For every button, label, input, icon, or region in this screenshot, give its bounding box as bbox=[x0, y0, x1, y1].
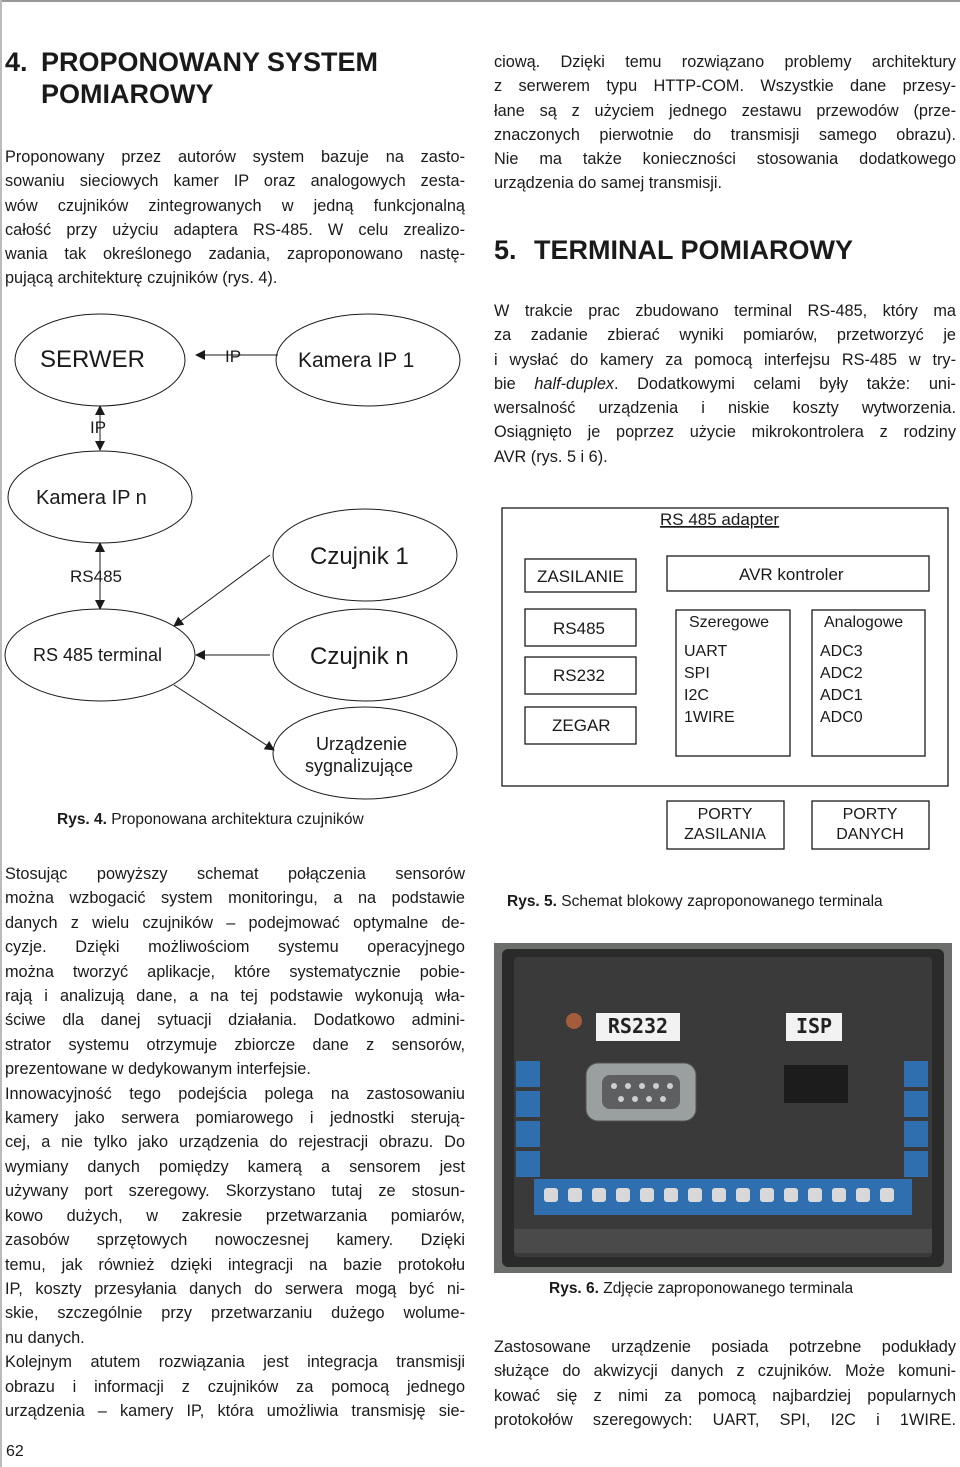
text-line: AVR (rys. 5 i 6). bbox=[494, 447, 608, 466]
text-line: Kolejnym atutem rozwiązania jest integracja transmisji bbox=[5, 1353, 465, 1372]
line-terminal-urzadzenie bbox=[174, 685, 274, 750]
text-line: Nie ma także konieczności stosowania dodatkowego bbox=[494, 150, 956, 169]
text-line bbox=[494, 372, 956, 396]
text-line: z serwerem typu HTTP-COM. Wszystkie dane przesy- bbox=[494, 77, 956, 96]
uart-label: UART bbox=[684, 643, 728, 660]
i2c-label: I2C bbox=[684, 687, 709, 704]
adc0-label: ADC0 bbox=[820, 709, 863, 726]
rs232-box-label: RS232 bbox=[553, 666, 605, 685]
page-frame-top bbox=[0, 0, 960, 2]
serwer-label: SERWER bbox=[40, 346, 145, 373]
figure-5-caption bbox=[507, 893, 883, 911]
figure-5-caption-prefix: Rys. 5. bbox=[507, 893, 557, 910]
figure-6-caption-text: Zdjęcie zaproponowanego terminala bbox=[598, 1280, 854, 1297]
text-line: wania tak określonego zadania, zaproponowano nastę- bbox=[5, 245, 465, 264]
section-4-title-line2: POMIAROWY bbox=[41, 79, 214, 109]
avr-label: AVR kontroler bbox=[739, 565, 844, 584]
text-line: Proponowany przez autorów system bazuje na zasto- bbox=[5, 148, 465, 166]
szeregowe-label: Szeregowe bbox=[689, 614, 770, 631]
text-line: kować się z nimi za pomocą najbardziej popularnych bbox=[494, 1386, 956, 1405]
text-line: nu danych. bbox=[5, 1328, 85, 1347]
figure-4-diagram bbox=[0, 300, 470, 805]
section-5-heading bbox=[494, 234, 954, 266]
text-line: ciową. Dzięki temu rozwiązano problemy architektury bbox=[494, 53, 956, 71]
zasilanie-label: ZASILANIE bbox=[537, 567, 624, 586]
section-4-number: 4. bbox=[5, 47, 28, 77]
figure-4-caption bbox=[57, 811, 364, 829]
text-line-start: bie bbox=[494, 374, 535, 393]
text-line: wymiany danych pomiędzy kamerą a sensorem jest bbox=[5, 1157, 465, 1176]
text-line: temu, jak również dzięki integracji na bazie protokołu bbox=[5, 1255, 465, 1274]
text-line: wów czujników zintegrowanych w jedną funkcjonalną bbox=[5, 196, 465, 215]
text-line-end: . Dodatkowymi celami były także: uni- bbox=[614, 374, 956, 393]
led-icon bbox=[566, 1013, 582, 1029]
rs485-terminal-label: RS 485 terminal bbox=[33, 645, 163, 665]
text-line: wersalność urządzenia i niskie koszty wytworzenia. bbox=[494, 399, 956, 418]
right-column-bottom-text bbox=[494, 1335, 956, 1432]
kamera-ip-n-label: Kamera IP n bbox=[36, 487, 147, 509]
text-line: Osiągnięto je poprzez użycie mikrokontrolera z rodziny bbox=[494, 423, 956, 442]
rs485-label: RS485 bbox=[70, 567, 122, 586]
adc3-label: ADC3 bbox=[820, 643, 863, 660]
text-line: znaczonych pierwotnie do transmisji samego obrazu). bbox=[494, 125, 956, 144]
text-line: pującą architekturę czujników (rys. 4). bbox=[5, 269, 278, 288]
text-line: i wysłać do kamery za pomocą interfejsu RS-485 w try- bbox=[494, 350, 956, 369]
isp-header-icon bbox=[784, 1065, 848, 1103]
right-column-top-text bbox=[494, 50, 956, 196]
figure-5-caption-text: Schemat blokowy zaproponowanego terminala bbox=[556, 893, 883, 910]
text-line: danych z wielu czujników – podejmować optymalne de- bbox=[5, 913, 465, 932]
text-line: skie, szczególnie przy przetwarzaniu dużego wolume- bbox=[5, 1304, 465, 1323]
section-4-title-line1: PROPONOWANY SYSTEM bbox=[41, 47, 379, 77]
line-terminal-czujnik1 bbox=[174, 555, 270, 626]
section-5-title: TERMINAL POMIAROWY bbox=[534, 235, 853, 265]
text-line: sowaniu sieciowych kamer IP oraz analogowych zesta- bbox=[5, 172, 465, 191]
onewire-label: 1WIRE bbox=[684, 709, 735, 726]
analogowe-label: Analogowe bbox=[824, 614, 904, 631]
text-line: obrazu i informacji z czujników za pomocą jednego bbox=[5, 1377, 465, 1396]
text-line: łane są z użyciem jednego zestawu przewodów (prze- bbox=[494, 101, 956, 120]
text-line: protokołów szeregowych: UART, SPI, I2C i 1WIRE. bbox=[494, 1410, 956, 1429]
text-line: używany port szeregowy. Skorzystano tutaj ze stosun- bbox=[5, 1182, 465, 1201]
text-line: rają i analizują dane, a na tej podstawie wykonują wła- bbox=[5, 987, 465, 1006]
isp-sticker-label: ISP bbox=[795, 1014, 833, 1038]
figure-6-caption-prefix: Rys. 6. bbox=[549, 1280, 599, 1297]
analogowe-box bbox=[812, 610, 925, 756]
ip-label-left: IP bbox=[90, 418, 107, 437]
text-line: można tworzyć aplikacje, które systematycznie pobie- bbox=[5, 962, 465, 981]
text-line: cej, a nie tylko jako urządzenia do rejestracji obrazu. Do bbox=[5, 1133, 465, 1152]
left-column-body bbox=[5, 862, 465, 1423]
adc2-label: ADC2 bbox=[820, 665, 863, 682]
text-line: Innowacyjność tego podejścia polega na zastosowaniu bbox=[5, 1084, 465, 1103]
text-line: zasobów sprzętowych nowoczesnej kamery. Dzięki bbox=[5, 1231, 465, 1250]
half-duplex-term: half-duplex bbox=[534, 374, 615, 393]
figure-6-caption bbox=[549, 1280, 853, 1298]
szeregowe-box bbox=[676, 610, 790, 756]
czujnik-1-label: Czujnik 1 bbox=[310, 543, 409, 570]
porty-zasilania-line1: PORTY bbox=[697, 806, 753, 823]
section-4-intro bbox=[5, 145, 465, 291]
text-line: kowo dużych, w zakresie przetwarzania pomiarów, bbox=[5, 1206, 465, 1225]
section-4-heading bbox=[5, 46, 465, 110]
text-line: za zadanie zbierać wyniki pomiarów, przetworzyć je bbox=[494, 326, 956, 345]
text-line: urządzenia – kamery IP, która umożliwia transmisję sie- bbox=[5, 1401, 465, 1420]
text-line: strator systemu otrzymuje zbiorcze dane z sensorów, bbox=[5, 1035, 465, 1054]
rs232-sticker-label: RS232 bbox=[607, 1014, 669, 1038]
text-line: W trakcie prac zbudowano terminal RS-485, który ma bbox=[494, 302, 956, 320]
text-line: IP, koszty przesyłania danych do serwera mogą być ni- bbox=[5, 1279, 465, 1298]
text-line: służące do akwizycji danych z czujników. Może komuni- bbox=[494, 1362, 956, 1381]
porty-danych-line1: PORTY bbox=[842, 806, 898, 823]
text-line: kamery jako serwera pomiarowego i jednostki sterują- bbox=[5, 1109, 465, 1128]
adapter-label: RS 485 adapter bbox=[660, 510, 780, 529]
spi-label: SPI bbox=[684, 665, 710, 682]
text-line: można wzbogacić system monitoringu, a na podstawie bbox=[5, 889, 465, 908]
text-line: cyzje. Dzięki możliwościom systemu operacyjnego bbox=[5, 938, 465, 957]
porty-danych-line2: DANYCH bbox=[836, 826, 904, 843]
rs485-box-label: RS485 bbox=[553, 619, 605, 638]
figure-4-caption-prefix: Rys. 4. bbox=[57, 811, 107, 828]
urzadzenie-label-2: sygnalizujące bbox=[305, 756, 414, 776]
text-line: ściwe dla danej sytuacji działania. Dodatkowo admini- bbox=[5, 1011, 465, 1030]
figure-4-caption-text: Proponowana architektura czujników bbox=[106, 811, 364, 828]
ip-label-top: IP bbox=[225, 347, 242, 366]
zegar-box-label: ZEGAR bbox=[552, 716, 611, 735]
kamera-ip-1-label: Kamera IP 1 bbox=[298, 349, 415, 372]
czujnik-n-label: Czujnik n bbox=[310, 643, 409, 670]
urzadzenie-label-1: Urządzenie bbox=[316, 734, 408, 754]
figure-5-diagram bbox=[494, 500, 956, 855]
figure-6-photo bbox=[494, 943, 952, 1273]
text-line: całość przy użyciu adaptera RS-485. W celu zrealizo- bbox=[5, 220, 465, 239]
text-line: Stosując powyższy schemat połączenia sensorów bbox=[5, 865, 465, 883]
page-number: 62 bbox=[6, 1443, 24, 1460]
text-line: prezentowane w dedykowanym interfejsie. bbox=[5, 1060, 311, 1079]
porty-zasilania-line2: ZASILANIA bbox=[684, 826, 766, 843]
section-5-body bbox=[494, 299, 956, 469]
text-line: urządzenia do samej transmisji. bbox=[494, 174, 723, 193]
text-line: Zastosowane urządzenie posiada potrzebne podukłady bbox=[494, 1338, 956, 1356]
adc1-label: ADC1 bbox=[820, 687, 863, 704]
section-5-number: 5. bbox=[494, 235, 517, 265]
